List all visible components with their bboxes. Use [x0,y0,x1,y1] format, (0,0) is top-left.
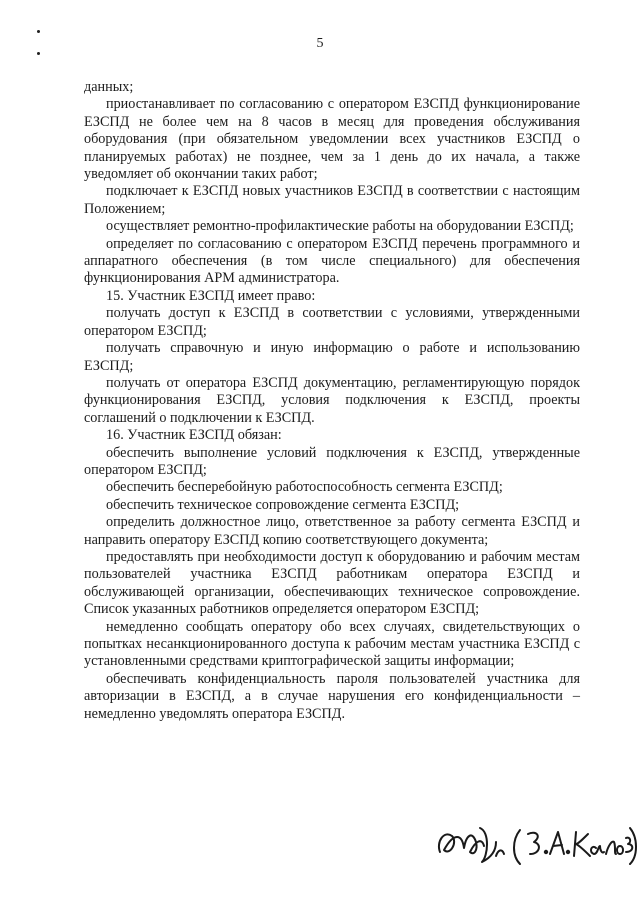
page-number: 5 [316,36,324,51]
paragraph: 15. Участник ЕЗСПД имеет право: [106,287,316,304]
paragraph: приостанавливает по согласованию с оператором ЕЗСПД функционирование ЕЗСПД не более чем на 8 часов в месяц для проведения обслуживания оборудования (при обязательном уведомлении всех участников ЕЗСПД о планируемых работах) не позднее, чем за 1 день до их начала, а также уведомляет об окончании таких работ; [84,96,580,183]
paragraph: обеспечить техническое сопровождение сегмента ЕЗСПД; [106,496,460,513]
paragraph: обеспечить бесперебойную работоспособность сегмента ЕЗСПД; [106,479,503,496]
margin-mark-bottom [37,52,40,55]
paragraph: получать справочную и иную информацию о работе и использованию ЕЗСПД; [84,340,580,374]
paragraph: получать доступ к ЕЗСПД в соответствии с условиями, утвержденными оператором ЕЗСПД; [84,305,580,339]
handwritten-signature [430,812,640,872]
paragraph: обеспечивать конфиденциальность пароля пользователей участника для авторизации в ЕЗСПД, а в случае нарушения его конфиденциальности – немедленно уведомлять оператора ЕЗСПД. [84,670,580,722]
margin-mark-top [37,30,40,33]
paragraph: немедленно сообщать оператору обо всех случаях, свидетельствующих о попытках несанкционированного доступа к рабочим местам участника ЕЗСПД с установленными средствами криптографической защиты информации; [84,618,580,670]
paragraph: обеспечить выполнение условий подключения к ЕЗСПД, утвержденные оператором ЕЗСПД; [84,444,580,478]
document-body [84,79,580,723]
paragraph: данных; [84,79,134,95]
paragraph: определить должностное лицо, ответственное за работу сегмента ЕЗСПД и направить оператору ЕЗСПД копию соответствующего документа; [84,514,580,548]
paragraph: подключает к ЕЗСПД новых участников ЕЗСПД в соответствии с настоящим Положением; [84,183,580,217]
paragraph: осуществляет ремонтно-профилактические работы на оборудовании ЕЗСПД; [106,218,574,235]
paragraph: определяет по согласованию с оператором ЕЗСПД перечень программного и аппаратного обеспечения (в том числе специального) для обеспечения функционирования АРМ администратора. [84,235,580,287]
paragraph: 16. Участник ЕЗСПД обязан: [106,427,282,444]
paragraph: предоставлять при необходимости доступ к оборудованию и рабочим местам пользователей участника ЕЗСПД работникам оператора ЕЗСПД и обслуживающей организации, обеспечивающих техническое сопровождение. Список указанных работников определяется оператором ЕЗСПД; [84,548,580,618]
paragraph: получать от оператора ЕЗСПД документацию, регламентирующую порядок функционирования ЕЗСПД, условия подключения к ЕЗСПД, проекты соглашений о подключении к ЕЗСПД. [84,374,580,426]
